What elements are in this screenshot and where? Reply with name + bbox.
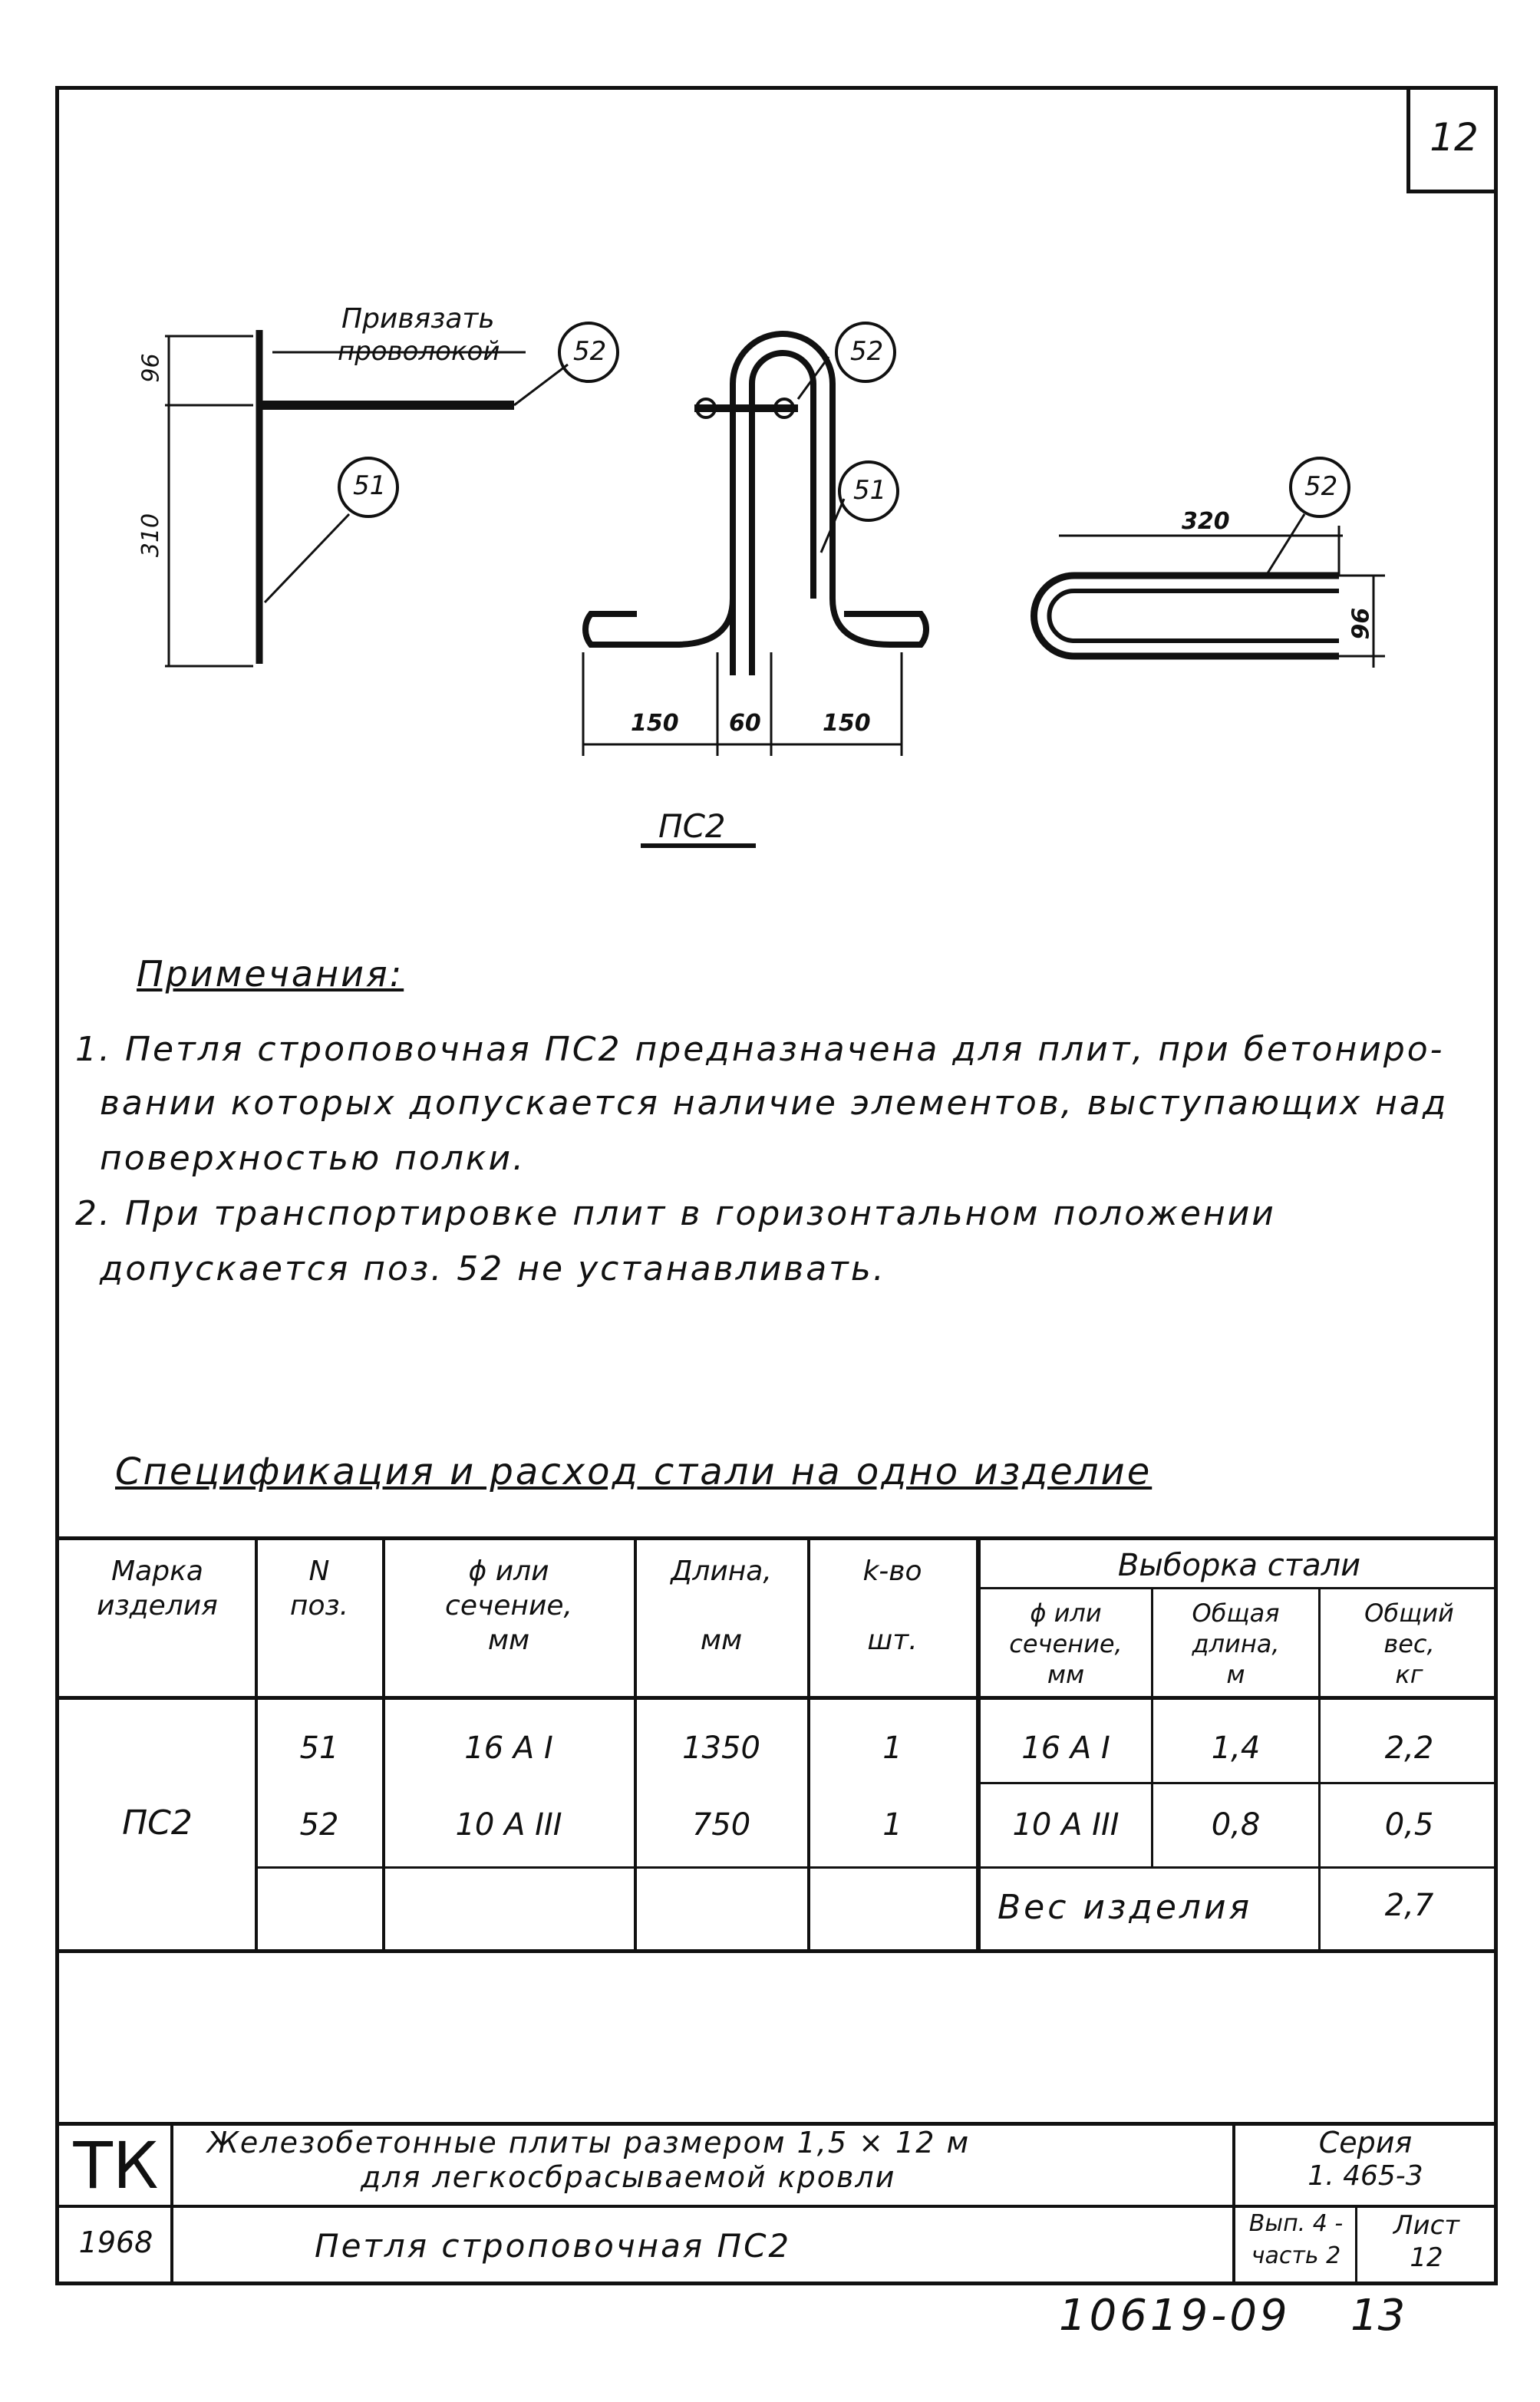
stamp-col-1 — [170, 2122, 173, 2285]
row-52-sel-length: 0,8 — [1211, 1807, 1261, 1843]
row-51-qty: 1 — [882, 1731, 902, 1766]
row-52-sel-weight: 0,5 — [1384, 1807, 1434, 1843]
stamp-org: ТК — [73, 2128, 159, 2203]
notes-heading: Примечания: — [137, 953, 404, 995]
note-line-1: 1. Петля строповочная ПС2 предназначена для плит, при бетониро- — [75, 1030, 1445, 1069]
stamp-title-1: Железобетонные плиты размером 1,5 × 12 м — [207, 2126, 971, 2159]
header-section: ϕ или сечение, мм — [445, 1556, 572, 1656]
tie-label: Привязать — [341, 303, 495, 335]
row-52-sel-section: 10 А III — [1012, 1807, 1120, 1843]
stamp-col-2 — [1232, 2122, 1235, 2285]
dim-60: 60 — [729, 710, 761, 737]
dim-150-right: 150 — [823, 710, 871, 737]
stamp-sheet-label: Лист — [1393, 2210, 1460, 2241]
dim-96-plan: 96 — [1345, 607, 1373, 640]
row-52-qty: 1 — [882, 1807, 902, 1843]
header-pos: N поз. — [289, 1556, 349, 1622]
table-bottom-line — [55, 1949, 1498, 1953]
dim-150-left: 150 — [631, 710, 679, 737]
header-mark: Марка изделия — [97, 1556, 218, 1622]
row-52-length: 750 — [691, 1807, 751, 1843]
tie-label-2: проволокой — [338, 336, 500, 367]
header-sel-weight: Общий вес, кг — [1364, 1599, 1454, 1689]
stamp-series-label: Серия — [1318, 2126, 1413, 2159]
stamp-issue-1: Вып. 4 - — [1248, 2210, 1344, 2237]
stamp-title-2: для легкосбрасываемой кровли — [361, 2160, 896, 2194]
note-line-3: поверхностью полки. — [100, 1139, 526, 1178]
dim-310-side: 310 — [137, 513, 165, 558]
stamp-mid-line — [55, 2205, 1498, 2208]
stamp-year: 1968 — [78, 2225, 153, 2259]
footer-code: 10619-09 — [1059, 2291, 1291, 2341]
row-51-sel-length: 1,4 — [1211, 1731, 1261, 1766]
callout-52-plan-text: 52 — [1304, 471, 1338, 502]
row-52-section: 10 А III — [455, 1807, 562, 1843]
dim-320: 320 — [1182, 508, 1230, 535]
stamp-series-value: 1. 465-3 — [1308, 2160, 1423, 2192]
dim-96-side: 96 — [137, 353, 165, 383]
note-line-2: вании которых допускается наличие элементов, выступающих над — [100, 1084, 1449, 1123]
footer-page: 13 — [1350, 2291, 1406, 2341]
header-selection: Выборка стали — [1117, 1548, 1361, 1583]
row-line-sel — [976, 1782, 1498, 1784]
callout-52-front-text: 52 — [850, 336, 884, 367]
spec-title: Спецификация и расход стали на одно изделие — [115, 1450, 1153, 1493]
row-51-length: 1350 — [682, 1731, 760, 1766]
callout-51-side-text: 51 — [353, 470, 387, 501]
note-line-5: допускается поз. 52 не устанавливать. — [100, 1249, 886, 1288]
callout-51-front-text: 51 — [853, 475, 887, 506]
row-51-section: 16 А I — [464, 1731, 553, 1766]
stamp-doc-title: Петля строповочная ПС2 — [315, 2227, 792, 2265]
stamp-issue-2: часть 2 — [1251, 2242, 1341, 2269]
row-51-sel-section: 16 А I — [1021, 1731, 1110, 1766]
header-sel-section: ϕ или сечение, мм — [1009, 1599, 1123, 1689]
selection-subheader-line — [976, 1587, 1498, 1589]
header-qty: k-во шт. — [862, 1556, 922, 1656]
product-mark: ПС2 — [122, 1803, 193, 1843]
callout-52-side-text: 52 — [573, 336, 607, 367]
note-line-4: 2. При транспортировке плит в горизонтальном положении — [75, 1194, 1276, 1233]
row-51-pos: 51 — [299, 1731, 339, 1766]
stamp-sheet-value: 12 — [1410, 2242, 1443, 2273]
row-51-sel-weight: 2,2 — [1384, 1731, 1434, 1766]
row-52-pos: 52 — [299, 1807, 339, 1843]
row-line-weight — [255, 1866, 1498, 1869]
product-weight-label: Вес изделия — [998, 1888, 1253, 1927]
table-header-line — [55, 1696, 1498, 1700]
header-length: Длина, мм — [671, 1556, 772, 1656]
drawing-title: ПС2 — [658, 807, 726, 845]
table-top-line — [55, 1536, 1498, 1540]
header-sel-length: Общая длина, м — [1192, 1599, 1280, 1689]
product-weight-value: 2,7 — [1384, 1888, 1434, 1923]
sheet-number: 12 — [1430, 115, 1479, 160]
